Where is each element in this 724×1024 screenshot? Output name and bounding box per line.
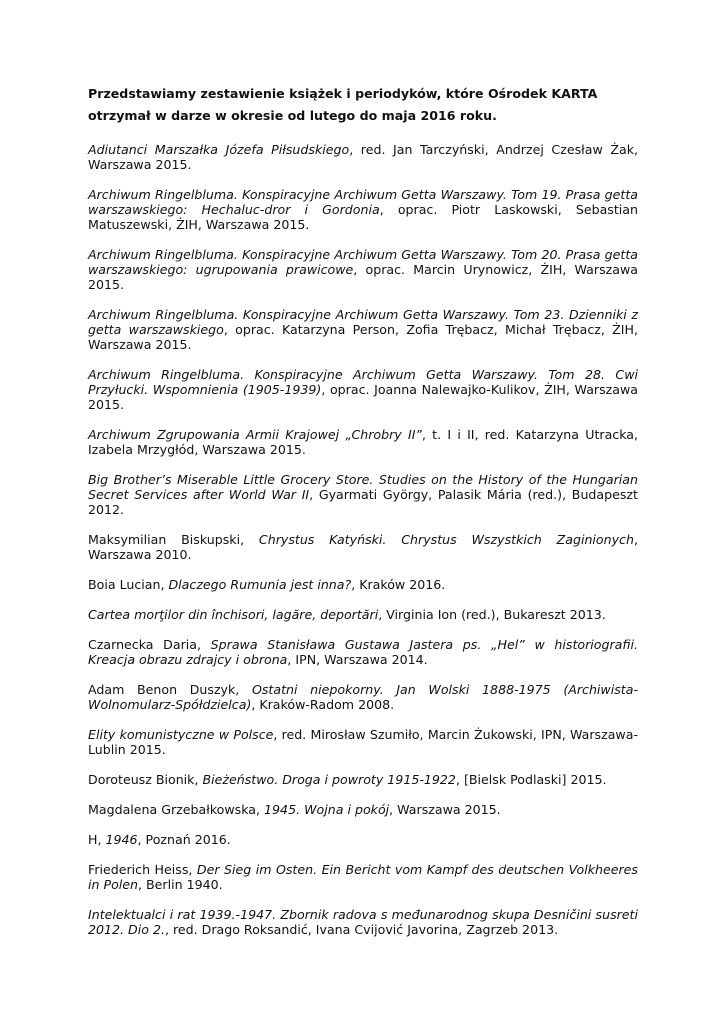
bibliography-entry: Archiwum Zgrupowania Armii Krajowej „Chrobry II”, t. I i II, red. Katarzyna Utracka, Izabela Mrzygłód, Warszawa 2015.: [88, 427, 638, 457]
heading-line-2: otrzymał w darze w okresie od lutego do maja 2016 roku.: [88, 108, 497, 123]
bibliography-entry: Magdalena Grzebałkowska, 1945. Wojna i pokój, Warszawa 2015.: [88, 802, 501, 817]
bibliography-entry: H, 1946, Poznań 2016.: [88, 832, 231, 847]
bibliography-entry: Big Brother’s Miserable Little Grocery Store. Studies on the History of the Hungarian Secret Services after World War II, Gyarmati György, Palasik Mária (red.), Budapeszt 2012.: [88, 472, 638, 517]
bibliography-entry: Maksymilian Biskupski, Chrystus Katyński. Chrystus Wszystkich Zaginionych, Warszawa 2010.: [88, 532, 638, 562]
bibliography-entry: Adiutanci Marszałka Józefa Piłsudskiego, red. Jan Tarczyński, Andrzej Czesław Żak, Warszawa 2015.: [88, 142, 638, 172]
bibliography-entry: Boia Lucian, Dlaczego Rumunia jest inna?, Kraków 2016.: [88, 577, 446, 592]
bibliography-entry: Archiwum Ringelbluma. Konspiracyjne Archiwum Getta Warszawy. Tom 23. Dzienniki z getta warszawskiego, oprac. Katarzyna Person, Zofia Trębacz, Michał Trębacz, ŻIH, Warszawa 2015.: [88, 307, 638, 352]
bibliography-entry: Elity komunistyczne w Polsce, red. Mirosław Szumiło, Marcin Żukowski, IPN, Warszawa-Lublin 2015.: [88, 727, 638, 757]
bibliography-entry: Cartea morţilor din închisori, lagăre, deportări, Virginia Ion (red.), Bukareszt 2013.: [88, 607, 606, 622]
bibliography-entry: Czarnecka Daria, Sprawa Stanisława Gustawa Jastera ps. „Hel” w historiografii. Kreacja obrazu zdrajcy i obrona, IPN, Warszawa 2014.: [88, 637, 638, 667]
bibliography-entry: Archiwum Ringelbluma. Konspiracyjne Archiwum Getta Warszawy. Tom 28. Cwi Przyłucki. Wspomnienia (1905-1939), oprac. Joanna Nalewajko-Kulikov, ŻIH, Warszawa 2015.: [88, 367, 638, 412]
bibliography-entry: Archiwum Ringelbluma. Konspiracyjne Archiwum Getta Warszawy. Tom 20. Prasa getta warszawskiego: ugrupowania prawicowe, oprac. Marcin Urynowicz, ŻIH, Warszawa 2015.: [88, 247, 638, 292]
bibliography-entry: Archiwum Ringelbluma. Konspiracyjne Archiwum Getta Warszawy. Tom 19. Prasa getta warszawskiego: Hechaluc-dror i Gordonia, oprac. Piotr Laskowski, Sebastian Matuszewski, ŻIH, Warszawa 2015.: [88, 187, 638, 232]
heading-line-1: Przedstawiamy zestawienie książek i periodyków, które Ośrodek KARTA: [88, 86, 598, 101]
document-heading: [88, 83, 638, 127]
bibliography-entry: Intelektualci i rat 1939.-1947. Zbornik radova s međunarodnog skupa Desničini susreti 2012. Dio 2., red. Drago Roksandić, Ivana Cvijović Javorina, Zagrzeb 2013.: [88, 907, 638, 937]
bibliography-entry: Friederich Heiss, Der Sieg im Osten. Ein Bericht vom Kampf des deutschen Volkheeres in Polen, Berlin 1940.: [88, 862, 638, 892]
bibliography-entry: Adam Benon Duszyk, Ostatni niepokorny. Jan Wolski 1888-1975 (Archiwista-Wolnomularz-Spółdzielca), Kraków-Radom 2008.: [88, 682, 638, 712]
bibliography-entry: Doroteusz Bionik, Bieżeństwo. Droga i powroty 1915-1922, [Bielsk Podlaski] 2015.: [88, 772, 607, 787]
